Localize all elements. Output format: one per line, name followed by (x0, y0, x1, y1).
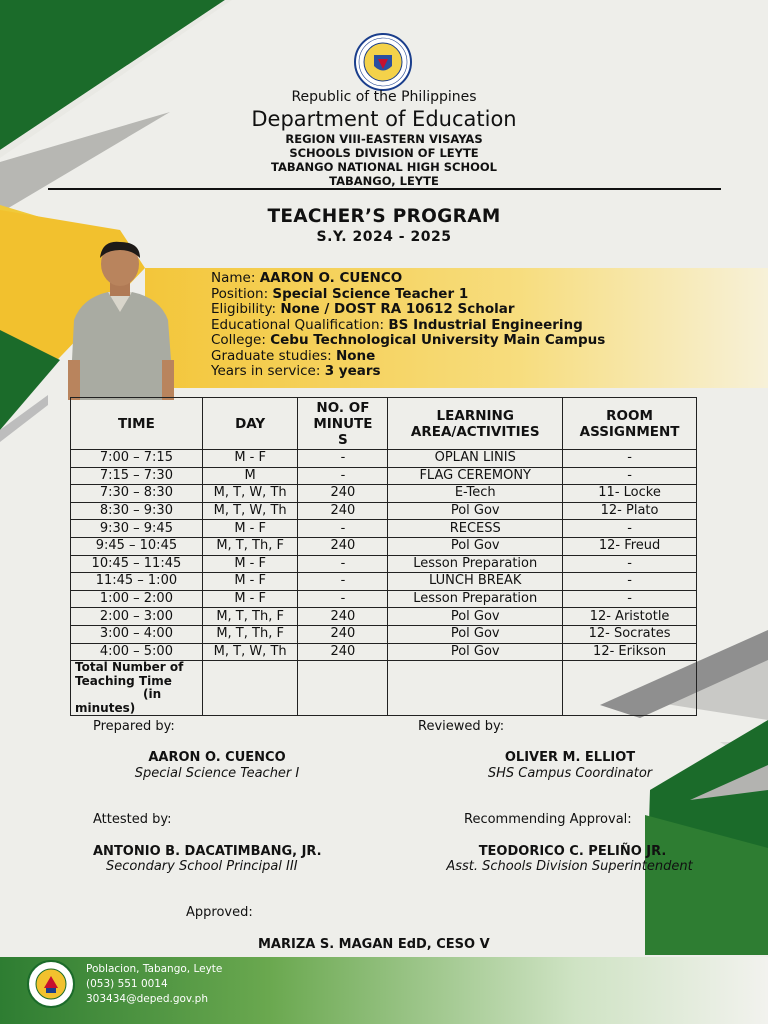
info-position: Position: Special Science Teacher 1 (211, 285, 469, 302)
table-row (71, 467, 697, 485)
cell-activity: E-Tech (388, 485, 563, 503)
cell-room: 12- Freud (563, 537, 697, 555)
cell-room: 12- Socrates (563, 625, 697, 643)
cell-activity: Pol Gov (388, 643, 563, 661)
cell-activity: LUNCH BREAK (388, 573, 563, 591)
table-row (71, 573, 697, 591)
cell-time: 1:00 – 2:00 (71, 590, 203, 608)
cell-time: 10:45 – 11:45 (71, 555, 203, 573)
cell-day: M, T, W, Th (202, 502, 298, 520)
table-row (71, 485, 697, 503)
cell-time: 11:45 – 1:00 (71, 573, 203, 591)
cell-room: - (563, 590, 697, 608)
cell-day: M - F (202, 590, 298, 608)
cell-time: 3:00 – 4:00 (71, 625, 203, 643)
attested-name: ANTONIO B. DACATIMBANG, JR. (93, 844, 322, 859)
prepared-name: AARON O. CUENCO (148, 750, 286, 765)
total-row (71, 661, 697, 716)
cell-time: 8:30 – 9:30 (71, 502, 203, 520)
cell-day: M, T, W, Th (202, 643, 298, 661)
table-row (71, 590, 697, 608)
school-line: TABANGO NATIONAL HIGH SCHOOL (271, 160, 497, 174)
cell-time: 7:00 – 7:15 (71, 450, 203, 468)
cell-activity: Lesson Preparation (388, 590, 563, 608)
cell-minutes: - (298, 520, 388, 538)
table-row (71, 502, 697, 520)
recommending-position: Asst. Schools Division Superintendent (446, 859, 693, 874)
republic-line: Republic of the Philippines (291, 89, 477, 105)
header-room: ROOM ASSIGNMENT (563, 398, 697, 450)
cell-minutes: - (298, 450, 388, 468)
cell-activity: Lesson Preparation (388, 555, 563, 573)
cell-day: M, T, W, Th (202, 485, 298, 503)
cell-minutes: 240 (298, 485, 388, 503)
info-eligibility: Eligibility: None / DOST RA 10612 Scholar (211, 301, 515, 317)
cell-day: M - F (202, 520, 298, 538)
region-line: REGION VIII-EASTERN VISAYAS (285, 132, 483, 146)
info-years: Years in service: 3 years (211, 363, 381, 379)
table-row (71, 555, 697, 573)
division-line: SCHOOLS DIVISION OF LEYTE (289, 146, 479, 160)
table-row (71, 608, 697, 626)
cell-minutes: 240 (298, 608, 388, 626)
teacher-info (211, 271, 605, 380)
schedule-table (70, 397, 697, 716)
recommending-label: Recommending Approval: (464, 812, 632, 827)
teacher-photo (62, 240, 178, 400)
cell-activity: Pol Gov (388, 608, 563, 626)
footer-contact (86, 962, 222, 1007)
attested-position: Secondary School Principal III (106, 859, 298, 874)
cell-day: M, T, Th, F (202, 608, 298, 626)
cell-time: 4:00 – 5:00 (71, 643, 203, 661)
cell-activity: Pol Gov (388, 537, 563, 555)
page-title: TEACHER’S PROGRAM (267, 206, 501, 227)
cell-day: M, T, Th, F (202, 625, 298, 643)
cell-day: M - F (202, 450, 298, 468)
footer-phone: (053) 551 0014 (86, 978, 168, 990)
total-label: Total Number of Teaching Time (in minutes) (71, 661, 203, 716)
cell-room: 11- Locke (563, 485, 697, 503)
footer-address: Poblacion, Tabango, Leyte (86, 963, 223, 975)
info-education: Educational Qualification: BS Industrial Engineering (211, 316, 583, 333)
deped-seal-icon (354, 33, 412, 91)
cell-room: - (563, 555, 697, 573)
info-college: College: Cebu Technological University Main Campus (211, 332, 606, 348)
reviewed-name: OLIVER M. ELLIOT (504, 750, 636, 765)
prepared-position: Special Science Teacher I (134, 766, 300, 781)
cell-time: 7:15 – 7:30 (71, 467, 203, 485)
header-time: TIME (71, 398, 203, 450)
header-day: DAY (202, 398, 298, 450)
info-graduate: Graduate studies: None (211, 347, 376, 364)
cell-minutes: 240 (298, 625, 388, 643)
header-divider (48, 188, 721, 190)
table-row (71, 520, 697, 538)
approved-label: Approved: (186, 905, 253, 920)
cell-day: M (202, 467, 298, 485)
cell-time: 9:45 – 10:45 (71, 537, 203, 555)
cell-minutes: 240 (298, 643, 388, 661)
cell-minutes: - (298, 590, 388, 608)
footer-email: 303434@deped.gov.ph (86, 993, 208, 1005)
attested-label: Attested by: (93, 812, 172, 827)
cell-activity: RECESS (388, 520, 563, 538)
school-logo-icon (27, 960, 75, 1008)
schedule-body (71, 450, 697, 661)
cell-room: - (563, 467, 697, 485)
cell-activity: OPLAN LINIS (388, 450, 563, 468)
header-activities: LEARNING AREA/ACTIVITIES (388, 398, 563, 450)
cell-minutes: - (298, 555, 388, 573)
table-row (71, 643, 697, 661)
cell-minutes: - (298, 573, 388, 591)
school-year: S.Y. 2024 - 2025 (316, 229, 452, 245)
cell-time: 2:00 – 3:00 (71, 608, 203, 626)
cell-room: 12- Erikson (563, 643, 697, 661)
cell-activity: Pol Gov (388, 625, 563, 643)
header-minutes: NO. OF MINUTE S (298, 398, 388, 450)
cell-room: - (563, 573, 697, 591)
table-row (71, 537, 697, 555)
cell-day: M - F (202, 555, 298, 573)
location-line: TABANGO, LEYTE (329, 174, 439, 188)
cell-room: 12- Aristotle (563, 608, 697, 626)
cell-time: 9:30 – 9:45 (71, 520, 203, 538)
reviewed-position: SHS Campus Coordinator (487, 766, 653, 781)
schedule-header-row (71, 398, 697, 450)
cell-room: 12- Plato (563, 502, 697, 520)
cell-day: M, T, Th, F (202, 537, 298, 555)
reviewed-label: Reviewed by: (418, 719, 505, 734)
cell-time: 7:30 – 8:30 (71, 485, 203, 503)
info-name: Name: AARON O. CUENCO (211, 270, 403, 286)
cell-minutes: - (298, 467, 388, 485)
cell-activity: FLAG CEREMONY (388, 467, 563, 485)
cell-minutes: 240 (298, 537, 388, 555)
cell-minutes: 240 (298, 502, 388, 520)
table-row (71, 450, 697, 468)
cell-room: - (563, 450, 697, 468)
approved-name: MARIZA S. MAGAN EdD, CESO V (258, 937, 490, 952)
table-row (71, 625, 697, 643)
recommending-name: TEODORICO C. PELIÑO JR. (478, 844, 667, 859)
cell-room: - (563, 520, 697, 538)
prepared-label: Prepared by: (93, 719, 175, 734)
cell-activity: Pol Gov (388, 502, 563, 520)
cell-day: M - F (202, 573, 298, 591)
department-name: Department of Education (251, 107, 517, 131)
